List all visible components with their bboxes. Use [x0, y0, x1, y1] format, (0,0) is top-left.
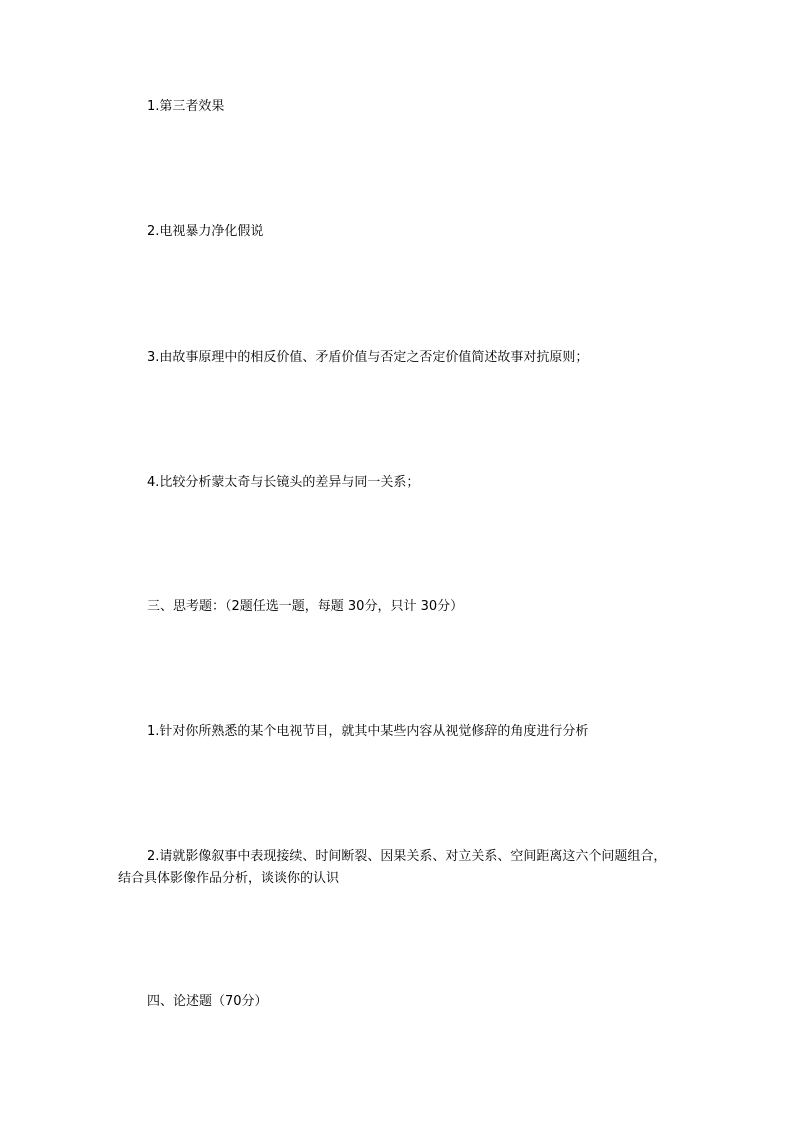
- section-3-question-1: 1.针对你所熟悉的某个电视节目，就其中某些内容从视觉修辞的角度进行分析: [147, 724, 589, 739]
- question-2: 2.电视暴力净化假说: [147, 224, 264, 239]
- section-3-question-2: 2.请就影像叙事中表现接续、时间断裂、因果关系、对立关系、空间距离这六个问题组合，结合具体影像作品分析，谈谈你的认识: [118, 849, 667, 886]
- question-4: 4.比较分析蒙太奇与长镜头的差异与同一关系；: [147, 475, 420, 490]
- section-4-heading: 四、论述题（70分）: [147, 994, 268, 1009]
- question-3: 3.由故事原理中的相反价值、矛盾价值与否定之否定价值简述故事对抗原则；: [147, 350, 589, 365]
- section-3-heading: 三、思考题：（2题任选一题，每题 30分，只计 30分）: [147, 599, 464, 614]
- question-1: 1.第三者效果: [147, 99, 225, 114]
